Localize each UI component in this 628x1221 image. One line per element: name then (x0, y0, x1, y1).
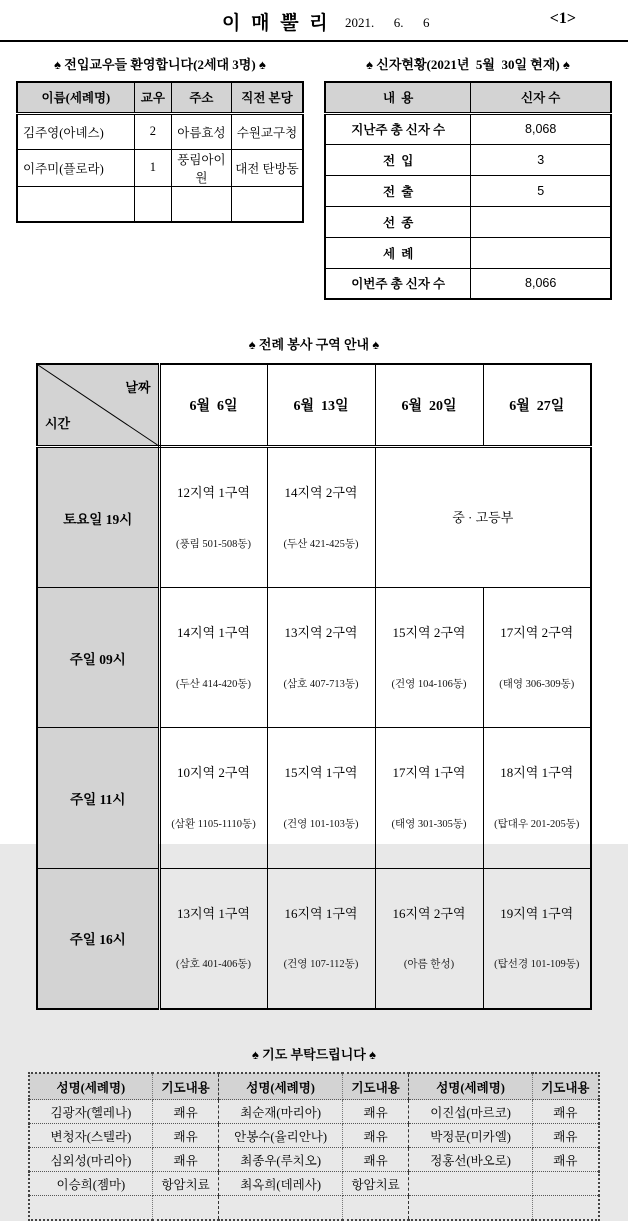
zone-name: 13지역 1구역 (177, 905, 250, 921)
zone-detail: (탑대우 201-205동) (494, 818, 580, 830)
prayer-intention: 쾌유 (342, 1148, 409, 1172)
table-row (325, 237, 611, 268)
top-section (0, 54, 628, 300)
time-slot-label: 토요일 19시 (37, 447, 159, 588)
zone-detail: (두산 421-425동) (283, 538, 359, 550)
table-row (37, 868, 591, 1009)
zone-detail: (건영 104-106동) (391, 678, 467, 690)
zone-detail: (탑선경 101-109동) (494, 959, 580, 971)
zone-name: 18지역 1구역 (500, 765, 574, 781)
zone-name: 14지역 2구역 (284, 485, 358, 500)
table-header-row (17, 82, 303, 113)
welcome-cell: 대전 탄방동 (231, 149, 303, 186)
bulletin-title: 이 매 뿔 리 (222, 13, 331, 34)
welcome-cell: 1 (134, 149, 171, 186)
liturgy-section (0, 334, 628, 1010)
col-header-count: 교우 (134, 82, 171, 113)
status-label: 선 종 (325, 206, 471, 237)
zone-detail: (삼호 401-406동) (175, 959, 252, 971)
welcome-cell: 수원교구청 (231, 113, 303, 149)
prayer-name (219, 1196, 342, 1220)
status-value: 8,066 (471, 268, 611, 299)
zone-name: 17지역 2구역 (500, 625, 574, 641)
welcome-section (16, 54, 304, 300)
status-value: 5 (471, 175, 611, 206)
zone-name: 17지역 1구역 (392, 765, 466, 781)
table-row (29, 1196, 599, 1220)
prayer-intention: 쾌유 (152, 1124, 219, 1148)
zone-detail: (아름 한성) (403, 959, 455, 971)
status-value: 3 (471, 144, 611, 175)
prayer-name: 박정문(미카엘) (409, 1124, 532, 1148)
welcome-cell (134, 186, 171, 222)
zone-detail: (삼호 407-713동) (283, 678, 359, 690)
prayer-name: 이진섭(마르코) (409, 1100, 532, 1124)
zone-name: 15지역 1구역 (284, 765, 358, 781)
zone-name: 12지역 1구역 (177, 485, 250, 500)
zone-name: 13지역 2구역 (284, 625, 358, 641)
welcome-cell: 이주미(플로라) (17, 149, 134, 186)
col-header-name: 이름(세례명) (17, 82, 134, 113)
table-row (17, 113, 303, 149)
table-row (325, 175, 611, 206)
zone-name: 16지역 1구역 (284, 905, 358, 921)
zone-detail: (태영 306-309동) (499, 678, 575, 690)
prayer-name (29, 1196, 152, 1220)
prayer-section (0, 1044, 628, 1221)
date-header: 6월 6일 (159, 364, 267, 447)
prayer-name: 변청자(스텔라) (29, 1124, 152, 1148)
col-header-count: 신자 수 (471, 82, 611, 113)
zone-cell (159, 447, 267, 588)
table-header-row (29, 1073, 599, 1100)
col-header-intention: 기도내용 (152, 1073, 219, 1100)
col-header-intention: 기도내용 (532, 1073, 599, 1100)
col-header-name: 성명(세례명) (29, 1073, 152, 1100)
zone-cell (375, 868, 483, 1009)
prayer-name: 이승희(젬마) (29, 1172, 152, 1196)
zone-detail: (풍림 501-508동) (175, 538, 252, 550)
prayer-table (28, 1072, 600, 1221)
prayer-intention: 쾌유 (532, 1124, 599, 1148)
prayer-intention: 쾌유 (342, 1100, 409, 1124)
col-header-name: 성명(세례명) (409, 1073, 532, 1100)
corner-col-axis-label: 날짜 (125, 380, 151, 395)
prayer-intention (532, 1172, 599, 1196)
masthead-divider (0, 40, 628, 42)
status-value: 8,068 (471, 113, 611, 144)
prayer-name: 김광자(헬레나) (29, 1100, 152, 1124)
prayer-intention: 쾌유 (532, 1100, 599, 1124)
prayer-name: 정홍선(바오로) (409, 1148, 532, 1172)
zone-name: 15지역 2구역 (392, 625, 466, 641)
page-number: <1> (549, 10, 576, 27)
zone-cell (375, 447, 591, 588)
time-slot-label: 주일 11시 (37, 728, 159, 868)
masthead (0, 8, 628, 34)
col-header-name: 성명(세례명) (219, 1073, 342, 1100)
table-row (325, 113, 611, 144)
liturgy-table (36, 363, 592, 1010)
table-row (29, 1124, 599, 1148)
table-row (17, 149, 303, 186)
liturgy-section-title: ♠ 전례 봉사 구역 안내 ♠ (248, 337, 380, 352)
prayer-intention: 항암치료 (342, 1172, 409, 1196)
prayer-intention (152, 1196, 219, 1220)
zone-name: 19지역 1구역 (500, 905, 574, 921)
zone-detail: (건영 107-112동) (283, 959, 359, 971)
zone-name: 중 · 고등부 (452, 509, 514, 525)
table-row (29, 1148, 599, 1172)
prayer-name (409, 1196, 532, 1220)
zone-cell (483, 728, 591, 868)
prayer-intention (532, 1196, 599, 1220)
zone-cell (375, 728, 483, 868)
zone-name: 10지역 2구역 (177, 765, 250, 781)
prayer-name (409, 1172, 532, 1196)
status-value (471, 237, 611, 268)
status-label: 전 입 (325, 144, 471, 175)
zone-cell (483, 868, 591, 1009)
col-header-prev-parish: 직전 본당 (231, 82, 303, 113)
prayer-intention (342, 1196, 409, 1220)
zone-cell (267, 728, 375, 868)
zone-cell (267, 868, 375, 1009)
status-value (471, 206, 611, 237)
col-header-address: 주소 (171, 82, 231, 113)
prayer-intention: 항암치료 (152, 1172, 219, 1196)
welcome-cell: 풍림아이원 (171, 149, 231, 186)
prayer-name: 심외성(마리아) (29, 1148, 152, 1172)
table-row (37, 728, 591, 868)
welcome-section-title: ♠ 전입교우들 환영합니다(2세대 3명) ♠ (54, 57, 266, 72)
table-header-row (37, 364, 591, 447)
zone-detail: (두산 414-420동) (175, 678, 252, 690)
welcome-cell: 2 (134, 113, 171, 149)
zone-cell (159, 588, 267, 728)
prayer-intention: 쾌유 (532, 1148, 599, 1172)
prayer-name: 최순재(마리아) (219, 1100, 342, 1124)
status-label: 지난주 총 신자 수 (325, 113, 471, 144)
zone-cell (267, 447, 375, 588)
welcome-cell (17, 186, 134, 222)
welcome-table (16, 81, 304, 223)
prayer-intention: 쾌유 (342, 1124, 409, 1148)
time-slot-label: 주일 09시 (37, 588, 159, 728)
prayer-name: 최종우(루치오) (219, 1148, 342, 1172)
status-label: 이번주 총 신자 수 (325, 268, 471, 299)
prayer-name: 안봉수(율리안나) (219, 1124, 342, 1148)
zone-cell (159, 728, 267, 868)
col-header-intention: 기도내용 (342, 1073, 409, 1100)
prayer-intention: 쾌유 (152, 1100, 219, 1124)
status-table (324, 81, 612, 300)
prayer-intention: 쾌유 (152, 1148, 219, 1172)
zone-cell (483, 588, 591, 728)
welcome-cell (231, 186, 303, 222)
date-header: 6월 27일 (483, 364, 591, 447)
time-slot-label: 주일 16시 (37, 868, 159, 1009)
prayer-section-title: ♠ 기도 부탁드립니다 ♠ (251, 1046, 377, 1062)
table-row (37, 588, 591, 728)
welcome-cell (171, 186, 231, 222)
status-section-title: ♠ 신자현황(2021년 5월 30일 현재) ♠ (366, 57, 570, 72)
zone-detail: (삼환 1105-1110동) (171, 818, 256, 830)
table-row (17, 186, 303, 222)
zone-detail: (태영 301-305동) (391, 818, 467, 830)
welcome-cell: 아름효성 (171, 113, 231, 149)
table-row (29, 1172, 599, 1196)
table-row (325, 144, 611, 175)
zone-detail: (건영 101-103동) (283, 818, 359, 830)
zone-name: 16지역 2구역 (392, 905, 466, 921)
table-header-row (325, 82, 611, 113)
corner-row-axis-label: 시간 (45, 416, 71, 431)
table-row (325, 268, 611, 299)
corner-cell (37, 364, 159, 447)
zone-cell (267, 588, 375, 728)
date-header: 6월 13일 (267, 364, 375, 447)
table-row (37, 447, 591, 588)
prayer-name: 최옥희(데레사) (219, 1172, 342, 1196)
zone-cell (375, 588, 483, 728)
bulletin-date: 2021. 6. 6 (345, 15, 430, 30)
welcome-cell: 김주영(아녜스) (17, 113, 134, 149)
status-label: 세 례 (325, 237, 471, 268)
zone-name: 14지역 1구역 (177, 625, 250, 641)
status-label: 전 출 (325, 175, 471, 206)
table-row (325, 206, 611, 237)
date-header: 6월 20일 (375, 364, 483, 447)
zone-cell (159, 868, 267, 1009)
status-section (324, 54, 612, 300)
table-row (29, 1100, 599, 1124)
col-header-item: 내 용 (325, 82, 471, 113)
